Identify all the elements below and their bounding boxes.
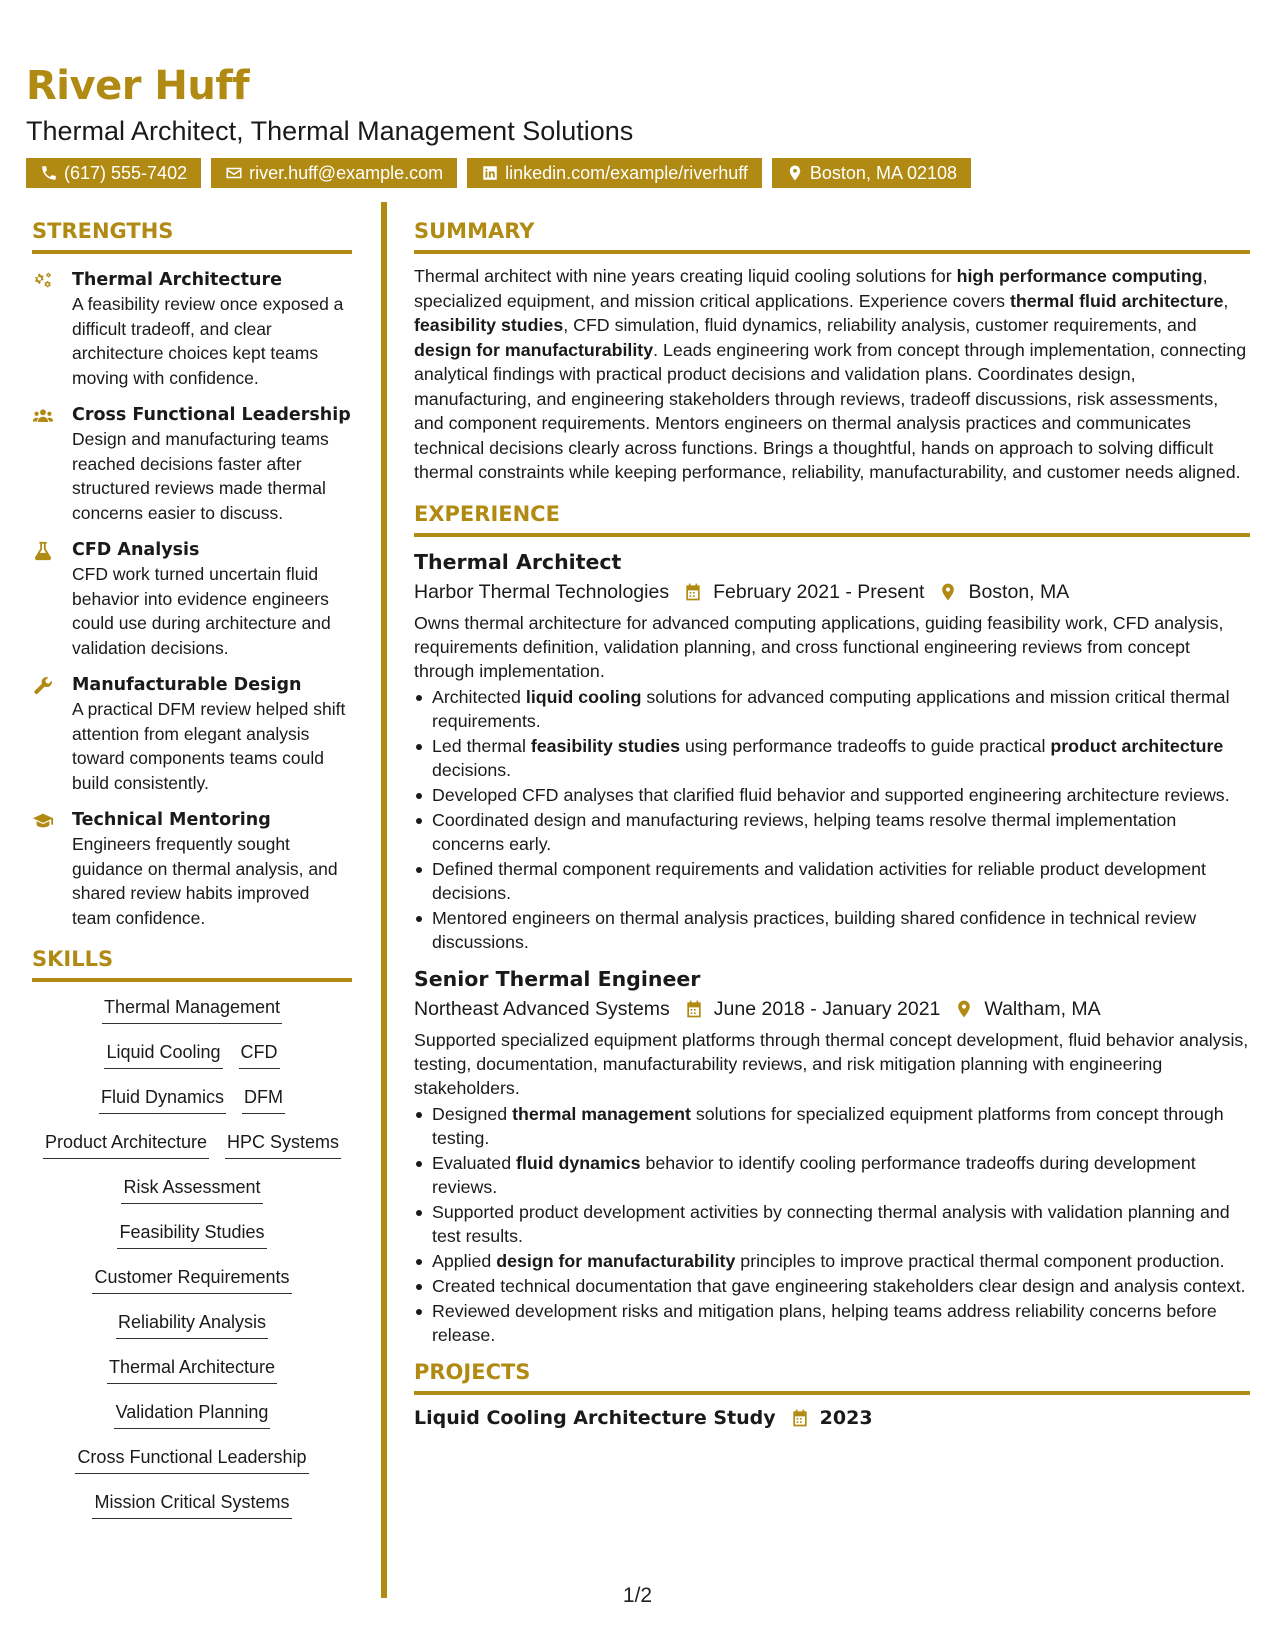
job-meta [414, 994, 1250, 1024]
contact-linkedin-text: linkedin.com/example/riverhuff [505, 163, 748, 183]
bullet-item: Mentored engineers on thermal analysis practices, building shared confidence in technical review discussions. [414, 906, 1250, 954]
skill-tag: Reliability Analysis [116, 1309, 268, 1339]
strength-desc: Engineers frequently sought guidance on thermal analysis, and shared review habits improved team confidence. [72, 834, 338, 928]
graduation-cap-icon [32, 810, 54, 832]
skill-tag: Thermal Architecture [107, 1354, 277, 1384]
contact-phone-text: (617) 555-7402 [64, 163, 188, 183]
job-company: Harbor Thermal Technologies [414, 580, 670, 603]
bullet-item: Developed CFD analyses that clarified fluid behavior and supported engineering architecture reviews. [414, 783, 1250, 807]
bullet-item: Led thermal feasibility studies using performance tradeoffs to guide practical product architecture decisions. [414, 734, 1250, 782]
page-number: 1/2 [622, 1584, 653, 1607]
project-entry [414, 1403, 1250, 1433]
job-title: Thermal Architect [414, 549, 622, 574]
phone-icon [40, 164, 58, 182]
map-pin-icon [954, 999, 974, 1019]
contact-email[interactable] [211, 158, 457, 188]
users-icon [32, 405, 54, 427]
job-bullets [414, 685, 1250, 954]
calendar-icon [684, 999, 704, 1019]
skills-section [32, 944, 352, 1534]
bullet-item: Applied design for manufacturability principles to improve practical thermal component production. [414, 1249, 1250, 1273]
experience-heading: EXPERIENCE [414, 499, 1250, 537]
skill-tag: CFD [239, 1039, 280, 1069]
right-column [414, 216, 1250, 1433]
strength-desc: Design and manufacturing teams reached decisions faster after structured reviews made thermal concerns easier to discuss. [72, 429, 329, 523]
job-dates: June 2018 - January 2021 [713, 997, 941, 1020]
job-description: Supported specialized equipment platforms through thermal concept development, fluid behavior analysis, testing, documentation, manufacturability reviews, and risk mitigation planning with engineering stakeholders. [414, 1029, 1249, 1098]
strength-item [32, 538, 352, 660]
candidate-name: River Huff [26, 63, 250, 109]
summary-text: Thermal architect with nine years creating liquid cooling solutions for high performance computing, specialized equipment, and mission critical applications. Experience covers thermal fluid architecture, feasibility studies, CFD simulation, fluid dynamics, reliability analysis, customer requirements, and design for manufacturability. Leads engineering work from concept through implementation, connecting analytical findings with practical product decisions and validation plans. Coordinates design, manufacturing, and engineering stakeholders through reviews, tradeoff discussions, risk assessments, and component requirements. Mentors engineers on thermal analysis practices and communicates technical decisions clearly across functions. Brings a thoughtful, hands on approach to solving difficult thermal constraints while keeping performance, reliability, manufacturability, and customer needs aligned. [414, 266, 1247, 482]
skill-tag: Cross Functional Leadership [75, 1444, 308, 1474]
job-title: Senior Thermal Engineer [414, 966, 701, 991]
skill-tag: Product Architecture [43, 1129, 209, 1159]
bullet-item: Coordinated design and manufacturing reviews, helping teams resolve thermal implementation concerns early. [414, 808, 1250, 856]
job-location: Boston, MA [968, 580, 1070, 603]
linkedin-icon [481, 164, 499, 182]
strengths-heading: STRENGTHS [32, 216, 352, 254]
skill-tag: Thermal Management [102, 994, 282, 1024]
job-company: Northeast Advanced Systems [414, 997, 670, 1020]
job-meta [414, 577, 1250, 607]
bullet-item: Supported product development activities by connecting thermal analysis with validation planning and test results. [414, 1200, 1250, 1248]
left-column [32, 216, 352, 1534]
job-dates: February 2021 - Present [713, 580, 925, 603]
job-entry [414, 964, 1250, 1347]
job-description: Owns thermal architecture for advanced computing applications, guiding feasibility work, CFD analysis, requirements definition, validation planning, and cross functional engineering reviews from concept through implementation. [414, 612, 1224, 681]
calendar-icon [683, 582, 703, 602]
skill-tag: HPC Systems [225, 1129, 341, 1159]
project-year: 2023 [819, 1406, 873, 1429]
skill-tag: Validation Planning [114, 1399, 271, 1429]
skill-tag: Feasibility Studies [117, 1219, 266, 1249]
column-divider [381, 202, 387, 1598]
projects-heading: PROJECTS [414, 1357, 1250, 1395]
projects-section [414, 1357, 1250, 1433]
map-pin-icon [938, 582, 958, 602]
strength-item [32, 268, 352, 390]
bullet-item: Designed thermal management solutions for specialized equipment platforms from concept through testing. [414, 1102, 1250, 1150]
strength-title: Cross Functional Leadership [72, 405, 351, 425]
gears-icon [32, 270, 54, 292]
skills-list [32, 994, 352, 1534]
summary-heading: SUMMARY [414, 216, 1250, 254]
skill-tag: DFM [242, 1084, 285, 1114]
contact-email-text: river.huff@example.com [249, 163, 444, 183]
job-location: Waltham, MA [984, 997, 1101, 1020]
skill-tag: Risk Assessment [121, 1174, 262, 1204]
contact-phone[interactable] [26, 158, 201, 188]
strength-title: Technical Mentoring [72, 810, 271, 830]
skill-tag: Fluid Dynamics [99, 1084, 226, 1114]
map-pin-icon [786, 164, 804, 182]
resume-header [26, 62, 1226, 188]
skill-tag: Mission Critical Systems [92, 1489, 291, 1519]
contact-location-text: Boston, MA 02108 [809, 163, 958, 183]
strength-item [32, 808, 352, 930]
contact-bar [26, 158, 1226, 188]
strength-title: Manufacturable Design [72, 675, 302, 695]
bullet-item: Defined thermal component requirements and validation activities for reliable product development decisions. [414, 857, 1250, 905]
strength-desc: A practical DFM review helped shift attention from elegant analysis toward components teams could build consistently. [72, 699, 346, 793]
strength-desc: A feasibility review once exposed a difficult tradeoff, and clear architecture choices kept teams moving with confidence. [72, 294, 344, 388]
bullet-item: Reviewed development risks and mitigation plans, helping teams address reliability concerns before release. [414, 1299, 1250, 1347]
strength-item [32, 403, 352, 525]
wrench-icon [32, 675, 54, 697]
experience-section [414, 499, 1250, 1347]
bullet-item: Architected liquid cooling solutions for advanced computing applications and mission critical thermal requirements. [414, 685, 1250, 733]
strength-title: Thermal Architecture [72, 270, 282, 290]
strength-title: CFD Analysis [72, 540, 200, 560]
strength-desc: CFD work turned uncertain fluid behavior into evidence engineers could use during architecture and validation decisions. [72, 564, 331, 658]
skills-heading: SKILLS [32, 944, 352, 982]
strengths-list [32, 268, 352, 930]
candidate-title: Thermal Architect, Thermal Management Solutions [26, 116, 634, 146]
contact-linkedin[interactable] [467, 158, 762, 188]
skill-tag: Liquid Cooling [104, 1039, 222, 1069]
calendar-icon [790, 1408, 810, 1428]
envelope-icon [225, 164, 243, 182]
job-entry [414, 547, 1250, 954]
project-title: Liquid Cooling Architecture Study [414, 1406, 776, 1429]
job-bullets [414, 1102, 1250, 1347]
contact-location [772, 158, 971, 188]
flask-icon [32, 540, 54, 562]
strength-item [32, 673, 352, 795]
bullet-item: Created technical documentation that gave engineering stakeholders clear design and analysis context. [414, 1274, 1250, 1298]
bullet-item: Evaluated fluid dynamics behavior to identify cooling performance tradeoffs during development reviews. [414, 1151, 1250, 1199]
skill-tag: Customer Requirements [92, 1264, 291, 1294]
